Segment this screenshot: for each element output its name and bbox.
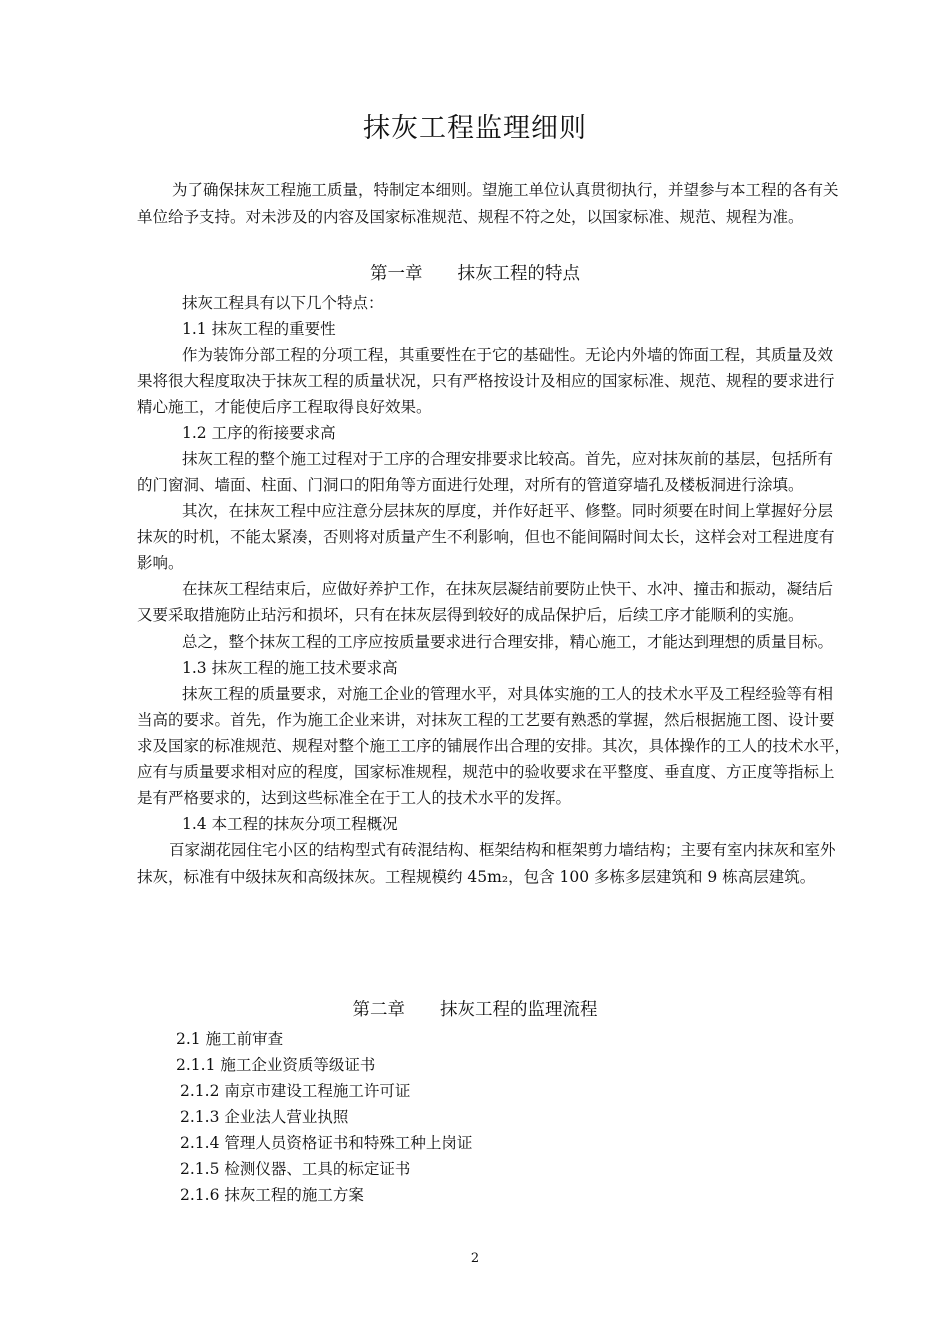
body-line: 求及国家的标准规范、规程对整个施工工序的铺展作出合理的安排。其次，具体操作的工人的技术水平，: [137, 737, 851, 755]
list-item: 2.1.5 检测仪器、工具的标定证书: [180, 1160, 411, 1178]
body-line: 作为装饰分部工程的分项工程，其重要性在于它的基础性。无论内外墙的饰面工程，其质量及效: [182, 346, 834, 364]
body-line: 是有严格要求的，达到这些标准全在于工人的技术水平的发挥。: [137, 789, 572, 807]
body-line: 的门窗洞、墙面、柱面、门洞口的阳角等方面进行处理，对所有的管道穿墙孔及楼板洞进行涂填。: [137, 476, 804, 494]
section-heading: 1.2 工序的衔接要求高: [182, 424, 336, 442]
section-heading: 1.1 抹灰工程的重要性: [182, 320, 336, 338]
list-item: 2.1.3 企业法人营业执照: [180, 1108, 349, 1126]
body-line: 抹灰工程的整个施工过程对于工序的合理安排要求比较高。首先，应对抹灰前的基层，包括所有: [182, 450, 834, 468]
body-line: 百家湖花园住宅小区的结构型式有砖混结构、框架结构和框架剪力墙结构；主要有室内抹灰和室外: [169, 841, 836, 859]
body-line: 其次，在抹灰工程中应注意分层抹灰的厚度，并作好赶平、修整。同时须要在时间上掌握好分层: [182, 502, 834, 520]
body-line: 果将很大程度取决于抹灰工程的质量状况，只有严格按设计及相应的国家标准、规范、规程的要求进行: [137, 372, 835, 390]
body-line: 抹灰，标准有中级抹灰和高级抹灰。工程规模约 45m₂，包含 100 多栋多层建筑和 9 栋高层建筑。: [137, 868, 816, 886]
body-line: 抹灰工程的质量要求，对施工企业的管理水平，对具体实施的工人的技术水平及工程经验等有相: [182, 685, 834, 703]
chapter-2-heading: 第二章 抹灰工程的监理流程: [352, 1000, 598, 1020]
body-line: 当高的要求。首先，作为施工企业来讲，对抹灰工程的工艺要有熟悉的掌握，然后根据施工图、设计要: [137, 711, 835, 729]
list-item: 2.1.1 施工企业资质等级证书: [176, 1056, 376, 1074]
intro-line: 为了确保抹灰工程施工质量，特制定本细则。望施工单位认真贯彻执行，并望参与本工程的各有关: [172, 181, 839, 199]
body-line: 在抹灰工程结束后，应做好养护工作，在抹灰层凝结前要防止快干、水冲、撞击和振动，凝结后: [182, 580, 834, 598]
document-title: 抹灰工程监理细则: [363, 113, 587, 144]
body-line: 抹灰工程具有以下几个特点：: [182, 294, 384, 312]
body-line: 又要采取措施防止玷污和损坏，只有在抹灰层得到较好的成品保护后，后续工序才能顺利的实施。: [137, 606, 804, 624]
body-line: 抹灰的时机，不能太紧凑，否则将对质量产生不利影响，但也不能间隔时间太长，这样会对工程进度有: [137, 528, 835, 546]
list-item: 2.1.2 南京市建设工程施工许可证: [180, 1082, 411, 1100]
intro-line: 单位给予支持。对未涉及的内容及国家标准规范、规程不符之处，以国家标准、规范、规程为准。: [137, 208, 804, 226]
chapter-1-heading: 第一章 抹灰工程的特点: [370, 264, 580, 284]
body-line: 精心施工，才能使后序工程取得良好效果。: [137, 398, 432, 416]
body-line: 影响。: [137, 554, 184, 572]
list-item: 2.1.6 抹灰工程的施工方案: [180, 1186, 364, 1204]
list-item: 2.1 施工前审查: [176, 1030, 284, 1048]
page-number: 2: [470, 1251, 480, 1266]
section-heading: 1.4 本工程的抹灰分项工程概况: [182, 815, 398, 833]
section-heading: 1.3 抹灰工程的施工技术要求高: [182, 659, 398, 677]
list-item: 2.1.4 管理人员资格证书和特殊工种上岗证: [180, 1134, 473, 1152]
body-line: 总之，整个抹灰工程的工序应按质量要求进行合理安排，精心施工，才能达到理想的质量目标。: [182, 633, 834, 651]
body-line: 应有与质量要求相对应的程度，国家标准规程，规范中的验收要求在平整度、垂直度、方正度等指标上: [137, 763, 835, 781]
